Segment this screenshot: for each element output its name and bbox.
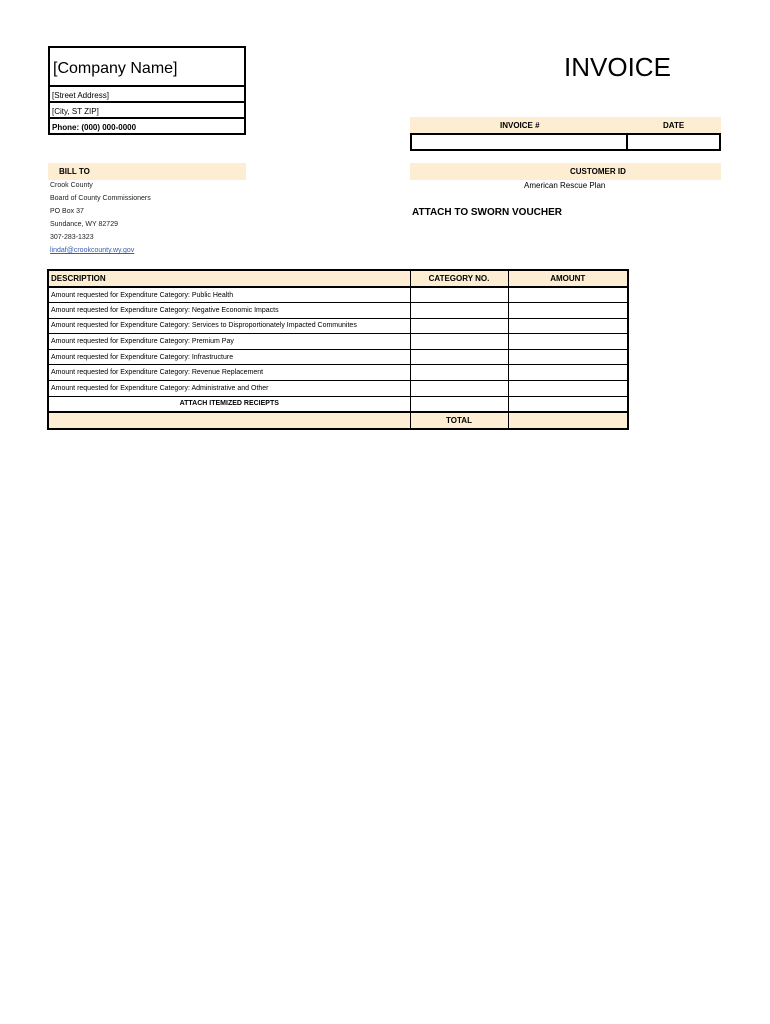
row-description: Amount requested for Expenditure Category: Services to Disproportionately Impacted Communites: [48, 318, 410, 334]
table-row: [48, 303, 628, 319]
row-amount-cell[interactable]: [508, 318, 628, 334]
row-amount-cell[interactable]: [508, 303, 628, 319]
amount-header: AMOUNT: [508, 270, 628, 287]
bill-to-label: BILL TO: [59, 167, 90, 176]
table-header-row: [48, 270, 628, 287]
row-amount-cell[interactable]: [508, 349, 628, 365]
company-info-block: [48, 46, 246, 135]
row-category-cell[interactable]: [410, 349, 508, 365]
invoice-fields-row: [410, 133, 721, 151]
bill-to-header: [48, 163, 246, 180]
total-spacer: [48, 412, 410, 429]
bill-to-line: Crook County: [50, 182, 93, 189]
total-row: [48, 412, 628, 429]
attach-receipts-row: [48, 396, 628, 412]
category-header: CATEGORY NO.: [410, 270, 508, 287]
row-category-cell[interactable]: [410, 318, 508, 334]
row-category-cell[interactable]: [410, 365, 508, 381]
bill-to-email-link[interactable]: lindaf@crookcounty.wy.gov: [50, 247, 135, 254]
table-row: [48, 334, 628, 350]
row-category-cell[interactable]: [410, 303, 508, 319]
table-row: [48, 287, 628, 303]
row-amount-cell[interactable]: [508, 381, 628, 397]
line-items-table: [47, 269, 629, 430]
bill-to-line: 307-283-1323: [50, 234, 94, 241]
date-label: DATE: [663, 121, 685, 130]
bill-to-line: PO Box 37: [50, 208, 84, 215]
invoice-number-field[interactable]: [412, 135, 626, 149]
bill-to-line: Board of County Commissioners: [50, 195, 151, 202]
table-row: [48, 349, 628, 365]
bill-to-line: Sundance, WY 82729: [50, 221, 118, 228]
attach-receipts-note: ATTACH ITEMIZED RECIEPTS: [48, 396, 410, 412]
row-description: Amount requested for Expenditure Category: Infrastructure: [48, 349, 410, 365]
row-description: Amount requested for Expenditure Category: Public Health: [48, 287, 410, 303]
total-amount-cell[interactable]: [508, 412, 628, 429]
customer-id-header: [410, 163, 721, 180]
company-phone[interactable]: Phone: (000) 000-0000: [52, 123, 137, 132]
customer-id-value: American Rescue Plan: [524, 181, 606, 190]
row-category-cell[interactable]: [410, 381, 508, 397]
customer-id-label: CUSTOMER ID: [570, 167, 626, 176]
invoice-header-bar: [410, 117, 721, 133]
row-description: Amount requested for Expenditure Category: Negative Economic Impacts: [48, 303, 410, 319]
row-category-cell[interactable]: [410, 396, 508, 412]
company-name[interactable]: [Company Name]: [50, 48, 244, 87]
row-category-cell[interactable]: [410, 334, 508, 350]
row-category-cell[interactable]: [410, 287, 508, 303]
row-description: Amount requested for Expenditure Category: Administrative and Other: [48, 381, 410, 397]
row-amount-cell[interactable]: [508, 365, 628, 381]
description-header: DESCRIPTION: [48, 270, 410, 287]
row-description: Amount requested for Expenditure Category: Revenue Replacement: [48, 365, 410, 381]
table-row: [48, 365, 628, 381]
company-street[interactable]: [Street Address]: [50, 87, 244, 103]
date-field[interactable]: [628, 135, 719, 149]
row-description: Amount requested for Expenditure Category: Premium Pay: [48, 334, 410, 350]
table-row: [48, 318, 628, 334]
row-amount-cell[interactable]: [508, 334, 628, 350]
company-city[interactable]: [City, ST ZIP]: [50, 103, 244, 119]
attach-voucher-note: ATTACH TO SWORN VOUCHER: [412, 207, 562, 218]
table-row: [48, 381, 628, 397]
row-amount-cell[interactable]: [508, 396, 628, 412]
invoice-title: INVOICE: [564, 52, 671, 82]
total-label: TOTAL: [410, 412, 508, 429]
invoice-number-label: INVOICE #: [500, 121, 540, 130]
row-amount-cell[interactable]: [508, 287, 628, 303]
